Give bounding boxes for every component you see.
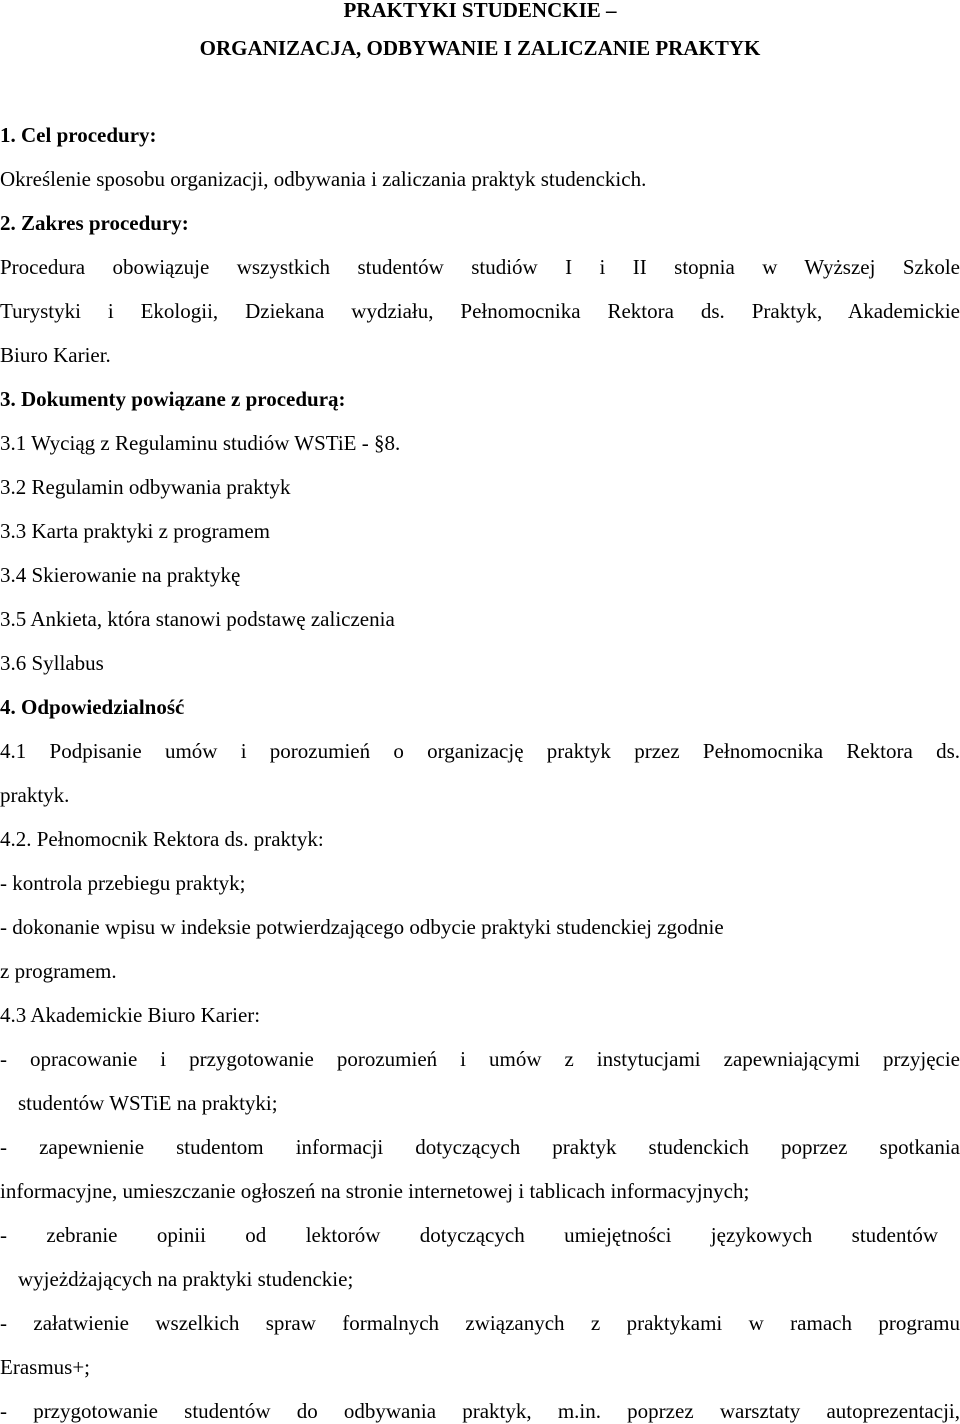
section-1-text: Określenie sposobu organizacji, odbywania i zaliczania praktyk studenckich. [0, 167, 647, 191]
section-2-heading: 2. Zakres procedury: [0, 211, 189, 235]
section-4-3-item: Erasmus+; [0, 1355, 90, 1379]
related-document-item: 3.6 Syllabus [0, 651, 104, 675]
section-2-line: Biuro Karier. [0, 343, 111, 367]
related-document-item: 3.4 Skierowanie na praktykę [0, 563, 241, 587]
section-2-line: Procedura obowiązuje wszystkich studentów studiów I i II stopnia w Wyższej Szkole [0, 255, 960, 279]
section-2-line: Turystyki i Ekologii, Dziekana wydziału, Pełnomocnika Rektora ds. Praktyk, Akademickie [0, 299, 960, 323]
section-4-3-item: - opracowanie i przygotowanie porozumień i umów z instytucjami zapewniającymi przyjęcie [0, 1047, 960, 1071]
section-3-heading: 3. Dokumenty powiązane z procedurą: [0, 387, 346, 411]
section-4-3-item: - przygotowanie studentów do odbywania praktyk, m.in. poprzez warsztaty autoprezentacji, [0, 1399, 960, 1423]
section-1-heading: 1. Cel procedury: [0, 123, 157, 147]
document-title-line-2: ORGANIZACJA, ODBYWANIE I ZALICZANIE PRAKTYK [199, 36, 761, 60]
section-4-2-item: z programem. [0, 959, 117, 983]
section-4-3-item: informacyjne, umieszczanie ogłoszeń na stronie internetowej i tablicach informacyjnych; [0, 1179, 750, 1203]
section-4-heading: 4. Odpowiedzialność [0, 695, 185, 719]
section-4-2-item: - kontrola przebiegu praktyk; [0, 871, 246, 895]
section-4-1-line: 4.1 Podpisanie umów i porozumień o organizację praktyk przez Pełnomocnika Rektora ds. [0, 739, 960, 763]
section-4-3-item: - załatwienie wszelkich spraw formalnych związanych z praktykami w ramach programu [0, 1311, 960, 1335]
section-4-3-item: wyjeżdżających na praktyki studenckie; [18, 1267, 354, 1291]
section-4-1-line: praktyk. [0, 783, 70, 807]
section-4-3-item: - zapewnienie studentom informacji dotyczących praktyk studenckich poprzez spotkania [0, 1135, 960, 1159]
section-4-3-item: studentów WSTiE na praktyki; [18, 1091, 278, 1115]
related-document-item: 3.1 Wyciąg z Regulaminu studiów WSTiE - §8. [0, 431, 401, 455]
section-4-2-heading: 4.2. Pełnomocnik Rektora ds. praktyk: [0, 827, 324, 851]
section-4-3-item: - zebranie opinii od lektorów dotyczących umiejętności językowych studentów [0, 1223, 938, 1247]
document-title-line-1: PRAKTYKI STUDENCKIE – [343, 0, 617, 22]
related-document-item: 3.5 Ankieta, która stanowi podstawę zaliczenia [0, 607, 395, 631]
section-4-3-heading: 4.3 Akademickie Biuro Karier: [0, 1003, 261, 1027]
section-4-2-item: - dokonanie wpisu w indeksie potwierdzającego odbycie praktyki studenckiej zgodnie [0, 915, 724, 939]
related-document-item: 3.2 Regulamin odbywania praktyk [0, 475, 291, 499]
related-document-item: 3.3 Karta praktyki z programem [0, 519, 270, 543]
